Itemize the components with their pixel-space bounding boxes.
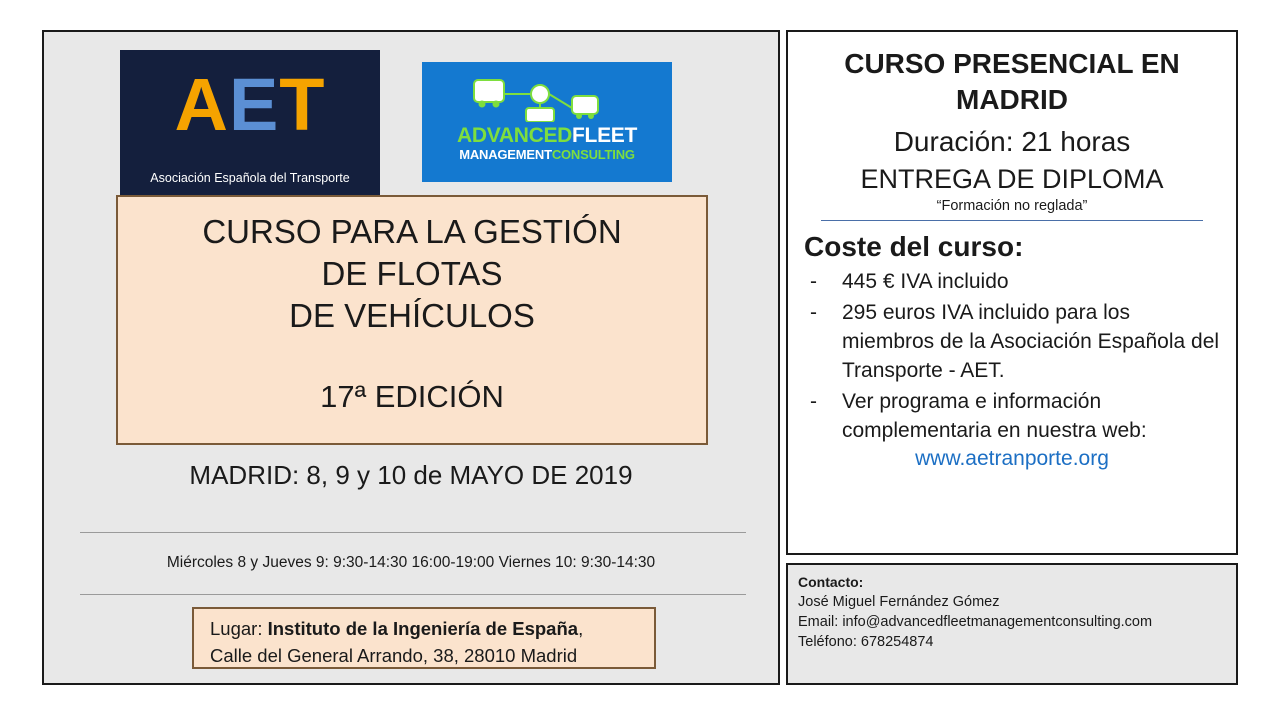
right-heading-line-1: CURSO PRESENCIAL EN [844, 48, 1180, 79]
course-title-box [116, 195, 708, 445]
course-title-line-1: CURSO PARA LA GESTIÓN [202, 213, 622, 250]
aet-letter-t: T [279, 63, 326, 146]
contact-email[interactable]: Email: info@advancedfleetmanagementconsulting.com [798, 614, 1153, 630]
contact-title: Contacto: [798, 574, 864, 590]
left-panel [42, 30, 780, 685]
dash-bullet: - [810, 270, 817, 293]
diploma-text: ENTREGA DE DIPLOMA [860, 164, 1164, 194]
cost-item-text: 295 euros IVA incluido para los miembros de la Asociación Española del Transporte - AET. [842, 301, 1220, 382]
logos-row [44, 50, 778, 190]
cost-label: Coste del curso [804, 231, 1015, 262]
course-title-line-3: DE VEHÍCULOS [289, 297, 535, 334]
course-duration: Duración: 21 horas [893, 126, 1131, 157]
website-link[interactable]: www.aetranporte.org [915, 447, 1109, 470]
dash-bullet: - [810, 301, 817, 324]
contact-panel [786, 563, 1238, 685]
aet-logo-subtitle: Asociación Española del Transporte [150, 171, 350, 185]
cost-list [804, 267, 1220, 445]
advancedfleet-sub-management: MANAGEMENT [459, 147, 552, 162]
advancedfleet-logo-subtitle [422, 147, 672, 162]
advancedfleet-name-advanced: ADVANCED [456, 124, 573, 147]
cost-item-text: Ver programa e información complementaria en nuestra web: [842, 390, 1147, 442]
aet-logo [120, 50, 380, 195]
cost-item-text: 445 € IVA incluido [842, 270, 1009, 293]
course-schedule: Miércoles 8 y Jueves 9: 9:30-14:30 16:00-19:00 Viernes 10: 9:30-14:30 [166, 554, 656, 571]
course-edition: 17ª EDICIÓN [320, 379, 504, 414]
right-heading-line-2: MADRID [956, 84, 1068, 115]
list-item [804, 267, 1220, 296]
aet-letter-e: E [228, 63, 280, 146]
right-info-panel [786, 30, 1238, 555]
course-dates: MADRID: 8, 9 y 10 de MAYO DE 2019 [189, 460, 633, 490]
formation-note: “Formación no reglada” [936, 198, 1088, 214]
dash-bullet: - [810, 390, 817, 413]
advancedfleet-logo [422, 62, 672, 182]
contact-phone: Teléfono: 678254874 [798, 634, 934, 650]
contact-name: José Miguel Fernández Gómez [798, 594, 1000, 610]
venue-box [192, 607, 656, 669]
advancedfleet-sub-consulting: CONSULTING [551, 147, 635, 162]
aet-logo-letters [120, 60, 380, 150]
advancedfleet-name-fleet: FLEET [572, 124, 638, 147]
list-item [804, 298, 1220, 385]
list-item [804, 387, 1220, 445]
venue-comma: , [578, 618, 584, 639]
divider-bottom [80, 594, 746, 595]
cost-colon: : [1014, 231, 1024, 262]
cost-heading [804, 231, 1220, 263]
divider-top [80, 532, 746, 533]
advancedfleet-logo-name [422, 124, 672, 148]
venue-label: Lugar: [210, 618, 263, 639]
truck-network-icon [422, 70, 672, 122]
right-divider [821, 220, 1203, 221]
venue-name: Instituto de la Ingeniería de España [267, 618, 579, 639]
course-title-line-2: DE FLOTAS [321, 255, 503, 292]
venue-address: Calle del General Arrando, 38, 28010 Madrid [210, 645, 578, 666]
aet-letter-a: A [174, 63, 229, 146]
